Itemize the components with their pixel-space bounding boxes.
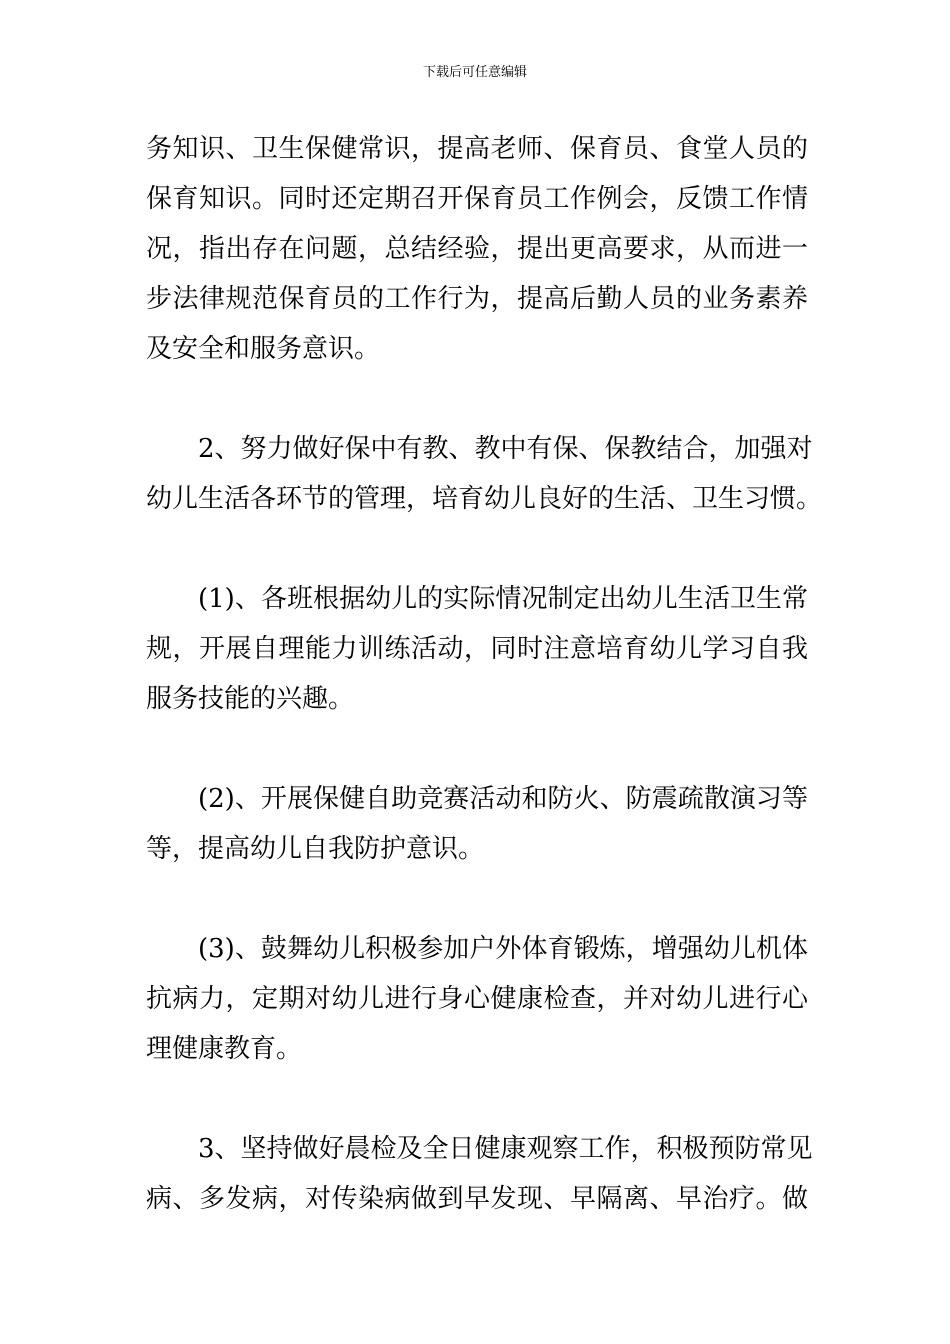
text-line: 保育知识。同时还定期召开保育员工作例会，反馈工作情 [146, 184, 808, 214]
text-line: 2、努力做好保中有教、教中有保、保教结合，加强对 [198, 434, 813, 464]
text-line: 抗病力，定期对幼儿进行身心健康检查，并对幼儿进行心 [146, 984, 808, 1014]
text-line: 3、坚持做好晨检及全日健康观察工作，积极预防常见 [198, 1134, 813, 1164]
page-header: 下载后可任意编辑 [422, 65, 527, 80]
text-line: 况，指出存在问题，总结经验，提出更高要求，从而进一 [146, 234, 808, 264]
paragraph-gap [146, 374, 808, 424]
text-line: 及安全和服务意识。 [146, 334, 381, 364]
paragraph-gap [146, 1074, 808, 1124]
text-line: (2)、开展保健自助竞赛活动和防火、防震疏散演习等 [198, 784, 808, 814]
paragraph-5 [146, 924, 808, 1074]
paragraph-4 [146, 774, 808, 874]
paragraph-gap [146, 724, 808, 774]
text-line: 病、多发病，对传染病做到早发现、早隔离、早治疗。做 [146, 1184, 808, 1214]
paragraph-gap [146, 874, 808, 924]
text-line: 理健康教育。 [146, 1034, 303, 1064]
text-line: 务知识、卫生保健常识，提高老师、保育员、食堂人员的 [146, 134, 808, 164]
document-body [146, 124, 823, 1224]
text-line: 幼儿生活各环节的管理，培育幼儿良好的生活、卫生习惯。 [146, 484, 823, 514]
text-line: 步法律规范保育员的工作行为，提高后勤人员的业务素养 [146, 284, 808, 314]
text-line: 服务技能的兴趣。 [146, 684, 355, 714]
paragraph-1 [146, 124, 808, 374]
paragraph-gap [146, 524, 808, 574]
text-line: (1)、各班根据幼儿的实际情况制定出幼儿生活卫生常 [198, 584, 808, 614]
text-line: 等，提高幼儿自我防护意识。 [146, 834, 485, 864]
paragraph-6 [146, 1124, 813, 1224]
paragraph-3 [146, 574, 808, 724]
text-line: (3)、鼓舞幼儿积极参加户外体育锻炼，增强幼儿机体 [198, 934, 808, 964]
paragraph-2 [146, 424, 823, 524]
text-line: 规，开展自理能力训练活动，同时注意培育幼儿学习自我 [146, 634, 808, 664]
